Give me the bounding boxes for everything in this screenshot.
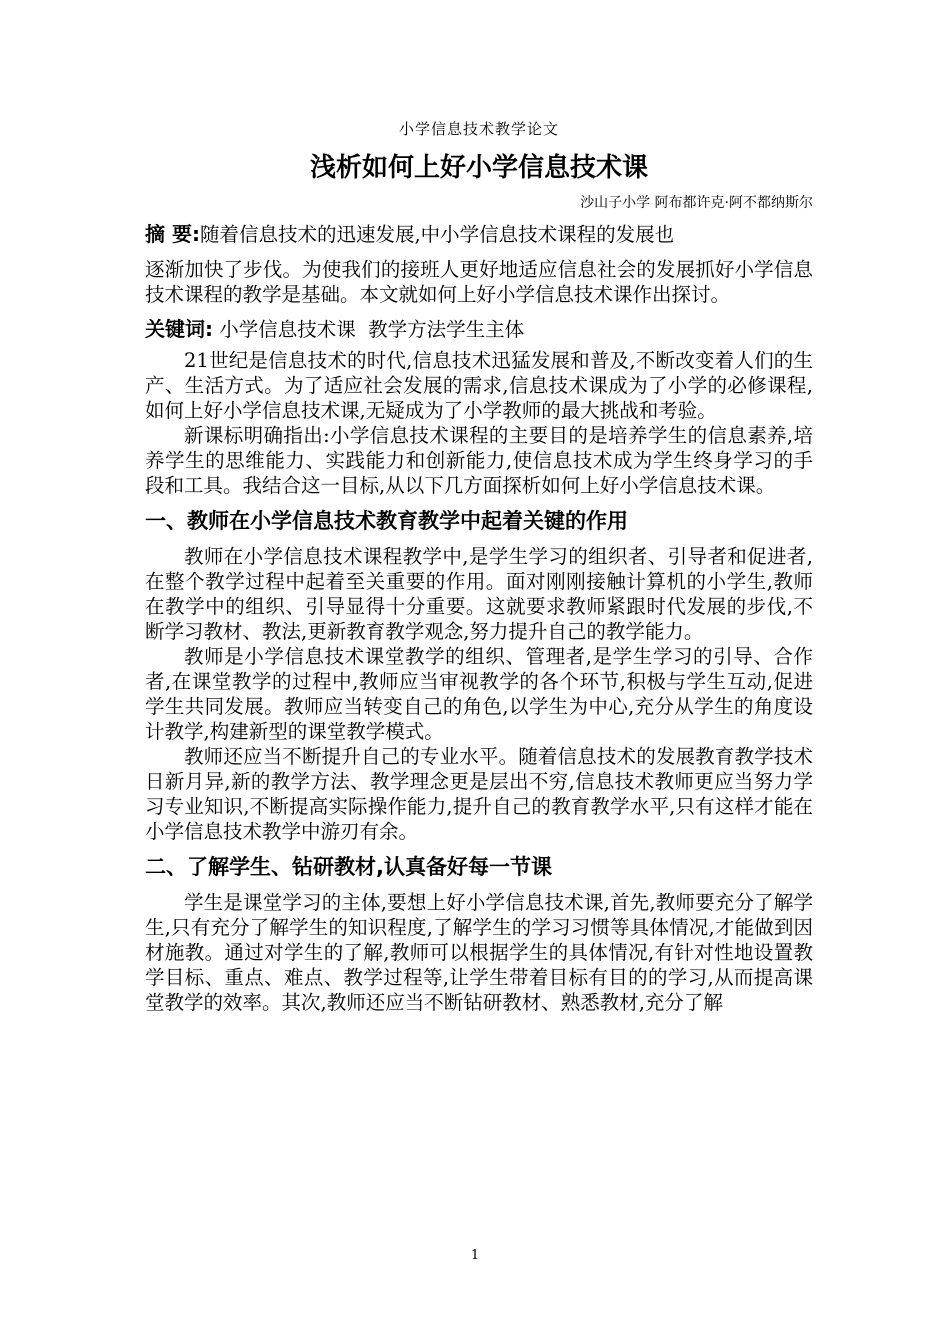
section-heading-2: 二、了解学生、钻研教材,认真备好每一节课: [145, 855, 552, 879]
abstract-label: 摘 要:: [145, 222, 200, 246]
intro-paragraph: 新课标明确指出:小学信息技术课程的主要目的是培养学生的信息素养,培养学生的思维能力、实践能力和创新能力,使信息技术成为学生终身学习的手段和工具。我结合这一目标,从以下几方面探析如何上好小学信息技术课。: [145, 424, 813, 497]
abstract-rest: 逐渐加快了步伐。为使我们的接班人更好地适应信息社会的发展抓好小学信息技术课程的教学是基础。本文就如何上好小学信息技术课作出探讨。: [145, 258, 813, 306]
abstract: [145, 222, 813, 307]
intro-paragraph: 21世纪是信息技术的时代,信息技术迅猛发展和普及,不断改变着人们的生产、生活方式。为了适应社会发展的需求,信息技术课成为了小学的必修课程,如何上好小学信息技术课,无疑成为了小学教师的最大挑战和考验。: [145, 349, 813, 422]
section2-paragraph: 学生是课堂学习的主体,要想上好小学信息技术课,首先,教师要充分了解学生,只有充分了解学生的知识程度,了解学生的学习习惯等具体情况,才能做到因材施教。通过对学生的了解,教师可以根据学生的具体情况,有针对性地设置教学目标、重点、难点、教学过程等,让学生带着目标有目的的学习,从而提高课堂教学的效率。其次,教师还应当不断钻研教材、熟悉教材,充分了解: [145, 891, 813, 1014]
section1-paragraph: 教师是小学信息技术课堂教学的组织、管理者,是学生学习的引导、合作者,在课堂教学的过程中,教师应当审视教学的各个环节,积极与学生互动,促进学生共同发展。教师应当转变自己的角色,以学生为中心,充分从学生的角度设计教学,构建新型的课堂教学模式。: [145, 645, 813, 743]
section-heading-1: 一、教师在小学信息技术教育教学中起着关键的作用: [145, 509, 628, 533]
keywords-label: 关键词:: [145, 317, 213, 341]
abstract-first-line: [145, 222, 813, 247]
page-number: 1: [470, 1248, 480, 1263]
page-title: 浅析如何上好小学信息技术课: [309, 153, 648, 183]
header-note: 小学信息技术教学论文: [398, 120, 559, 138]
section1-paragraph: 教师还应当不断提升自己的专业水平。随着信息技术的发展教育教学技术日新月异,新的教学方法、教学理念更是层出不穷,信息技术教师更应当努力学习专业知识,不断提高实际操作能力,提升自己的教育教学水平,只有这样才能在小学信息技术教学中游刃有余。: [145, 745, 813, 843]
section1-paragraph: 教师在小学信息技术课程教学中,是学生学习的组织者、引导者和促进者,在整个教学过程中起着至关重要的作用。面对刚刚接触计算机的小学生,教师在教学中的组织、引导显得十分重要。这就要求教师紧跟时代发展的步伐,不断学习教材、教法,更新教育教学观念,努力提升自己的教学能力。: [145, 545, 813, 643]
page-content: [145, 118, 813, 1015]
keywords-text: 小学信息技术课 教学方法学生主体: [213, 318, 525, 341]
author-line: 沙山子小学 阿布都许克·阿不都纳斯尔: [580, 195, 813, 211]
keywords: [145, 315, 813, 344]
abstract-line1: 随着信息技术的迅速发展,中小学信息技术课程的发展也: [199, 223, 675, 246]
